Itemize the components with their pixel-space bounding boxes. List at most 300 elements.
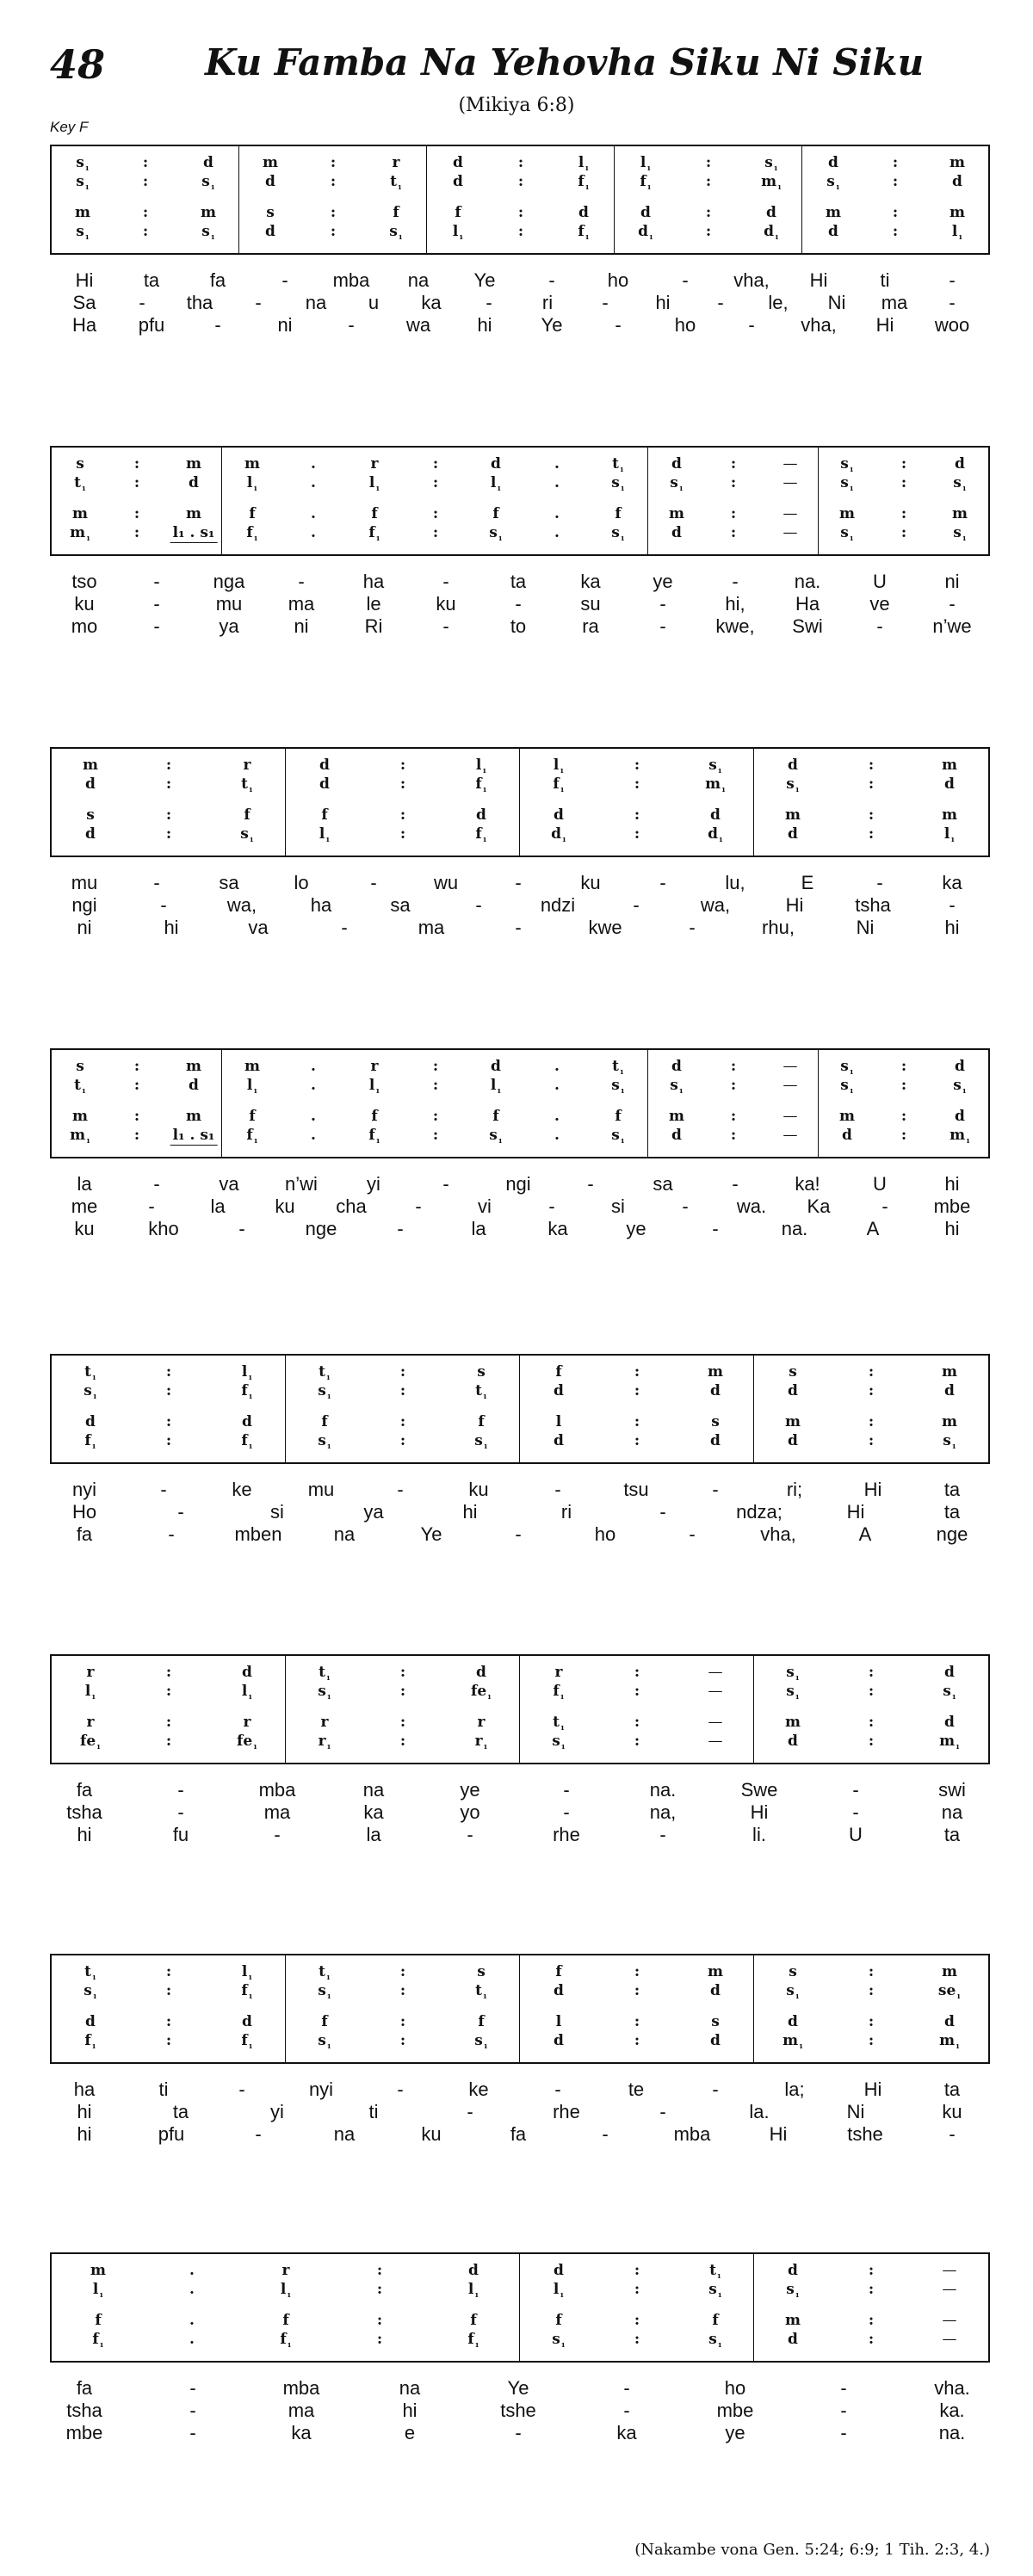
half-beat-separator: . <box>554 474 560 491</box>
solfa-note: $s_{_1}$ <box>943 1683 956 1702</box>
octave-mark: ₁ <box>646 162 652 173</box>
octave-mark: ₁ <box>248 2040 253 2051</box>
lyric-syllable: ma <box>263 1801 291 1823</box>
beat-separator: : <box>634 1413 640 1430</box>
voice-row <box>286 1962 519 1981</box>
octave-mark: ₁ <box>835 181 840 192</box>
voice-row <box>754 1412 988 1431</box>
beat-separator: : <box>868 775 875 793</box>
solfa-note: $fe_{_1}$ <box>471 1683 492 1702</box>
voice-row <box>427 222 614 241</box>
lyric-syllable: ndza; <box>736 1501 782 1523</box>
solfa-note: d <box>671 455 682 473</box>
hold-mark: — <box>708 1714 723 1731</box>
solfa-note: $f_{_1}$ <box>246 1127 258 1146</box>
lyric-syllable: la <box>366 1824 381 1845</box>
beat-separator: : <box>634 1963 640 1980</box>
solfa-note: d <box>944 775 955 793</box>
lyric-syllable: mbe <box>65 2422 103 2443</box>
beat-separator: : <box>330 223 337 240</box>
lyric-hyphen: - <box>177 1779 184 1801</box>
voice-row <box>52 1076 221 1095</box>
hold-mark: — <box>942 2312 957 2329</box>
lyric-syllable: U <box>849 1824 863 1845</box>
octave-mark: ₁ <box>958 231 963 242</box>
solfa-note: $l_{_1}$ <box>951 223 963 242</box>
solfa-note: $f_{_1}$ <box>553 1683 565 1702</box>
lyric-line <box>50 893 987 917</box>
voice-row <box>222 454 647 473</box>
lyric-syllable: Hi <box>750 1801 769 1823</box>
octave-mark: ₁ <box>482 783 487 794</box>
solfa-note: s <box>789 1363 797 1381</box>
lyric-hyphen: - <box>467 1824 473 1845</box>
measure <box>754 1955 988 2062</box>
solfa-note: m <box>186 1108 201 1125</box>
lyric-syllable: mba <box>258 1779 296 1801</box>
lyric-syllable: ta <box>143 269 160 291</box>
voice-row <box>239 203 426 222</box>
octave-mark: ₁ <box>326 2040 331 2051</box>
solfa-note: $s_{_1}$ <box>786 1664 800 1683</box>
solfa-note: d <box>671 524 682 541</box>
lyric-syllable: ma <box>288 593 315 615</box>
beat-separator: : <box>730 1058 737 1075</box>
lyric-syllable: n’we <box>932 615 972 637</box>
lyric-hyphen: - <box>840 2377 847 2399</box>
lyric-syllable: vha, <box>733 269 770 291</box>
octave-mark: ₁ <box>560 783 565 794</box>
lyric-hyphen: - <box>160 894 167 916</box>
lyric-hyphen: - <box>515 2422 522 2443</box>
beat-separator: : <box>517 204 524 221</box>
octave-mark: ₁ <box>326 1671 331 1683</box>
octave-mark: ₁ <box>717 2338 722 2350</box>
solfa-note: $l_{_1}$ <box>319 825 331 844</box>
lyric-syllable: na <box>333 2123 356 2145</box>
beat-separator: : <box>730 524 737 541</box>
lyric-syllable: rhe <box>553 1824 580 1845</box>
octave-mark: ₁ <box>253 1134 258 1146</box>
beat-separator: : <box>868 1714 875 1731</box>
solfa-note: $l_{_1}$ <box>553 757 565 775</box>
voice-row <box>648 473 818 492</box>
lyric-hyphen: - <box>177 1501 184 1523</box>
beat-separator: : <box>399 1413 406 1430</box>
octave-mark: ₁ <box>253 532 258 543</box>
solfa-note: m <box>785 2312 801 2329</box>
solfa-note: $s_{_1}$ <box>240 825 254 844</box>
beat-separator: : <box>399 1683 406 1700</box>
lyric-hyphen: - <box>255 292 262 313</box>
lyric-syllable: nge <box>305 1218 337 1239</box>
beat-separator: : <box>900 505 907 522</box>
lyric-syllable: u <box>368 292 380 313</box>
octave-mark: ₁ <box>210 231 215 242</box>
solfa-note: r <box>320 1714 329 1731</box>
solfa-note: $l_{_1}$ <box>368 474 380 493</box>
voice-row <box>52 1126 221 1145</box>
octave-mark: ₁ <box>84 231 90 242</box>
half-beat-separator: . <box>311 524 316 541</box>
solfa-note: $f_{_1}$ <box>92 2331 104 2350</box>
solfa-note: $t_{_1}$ <box>84 1963 96 1982</box>
lyric-syllable: hi <box>944 917 960 938</box>
lyric-syllable: na <box>399 2377 421 2399</box>
beat-separator: : <box>165 757 172 774</box>
lyric-line <box>50 313 987 337</box>
lyric-syllable: rhe <box>553 2101 580 2122</box>
solfa-note: d <box>788 757 798 774</box>
beat-separator: : <box>634 1733 640 1750</box>
octave-mark: ₁ <box>253 482 258 493</box>
beat-separator: : <box>142 173 149 190</box>
solfa-note: $m_{_1}$ <box>705 775 726 794</box>
lyric-hyphen: - <box>160 1479 167 1500</box>
voice-row <box>52 523 221 542</box>
solfa-note: d <box>554 1432 564 1449</box>
octave-mark: ₁ <box>249 783 253 794</box>
solfa-note: d <box>944 1714 955 1731</box>
solfa-note: r <box>477 1714 486 1731</box>
voice-row <box>286 1713 519 1732</box>
beat-separator: : <box>634 2262 640 2279</box>
half-beat-separator: . <box>311 474 316 491</box>
lyric-syllable: nga <box>213 571 245 592</box>
solfa-note: d <box>788 825 798 843</box>
beat-separator: : <box>133 1077 140 1094</box>
lyric-hyphen: - <box>153 1173 160 1195</box>
lyric-hyphen: - <box>281 269 288 291</box>
solfa-note: f <box>492 1108 499 1125</box>
voice-row <box>520 2031 753 2050</box>
solfa-note: d <box>788 2262 798 2279</box>
lyric-syllable: Hi <box>785 894 804 916</box>
octave-mark: ₁ <box>719 833 723 844</box>
lyric-hyphen: - <box>548 1195 555 1217</box>
beat-separator: : <box>900 474 907 491</box>
lyric-syllable: tshe <box>847 2123 883 2145</box>
lyric-syllable: ya <box>219 615 239 637</box>
lyric-line <box>50 1801 987 1824</box>
solfa-note: d <box>491 1058 501 1075</box>
octave-mark: ₁ <box>966 1134 970 1146</box>
voice-row <box>286 1381 519 1400</box>
solfa-note: f <box>371 505 378 522</box>
voice-row <box>52 1381 285 1400</box>
voice-row <box>819 504 988 523</box>
octave-mark: ₁ <box>398 231 403 242</box>
footer-references: (Nakambe vona Gen. 5:24; 6:9; 1 Tih. 2:3, 4.) <box>634 2541 990 2559</box>
voice-row <box>802 153 988 172</box>
lyric-hyphen: - <box>189 2377 196 2399</box>
lyric-syllable: Swe <box>740 1779 778 1801</box>
lyric-hyphen: - <box>548 269 555 291</box>
octave-mark: ₁ <box>287 2289 292 2300</box>
solfa-note: $t_{_1}$ <box>241 775 253 794</box>
lyric-syllable: ma <box>881 292 908 313</box>
solfa-note: $m_{_1}$ <box>939 2032 960 2051</box>
voice-row <box>615 172 801 191</box>
hold-mark: — <box>708 1664 723 1681</box>
solfa-note: $s_{_1}$ <box>840 1077 854 1096</box>
lyric-syllable: lu, <box>725 872 745 893</box>
lyric-syllable: su <box>580 593 601 615</box>
solfa-note: $m_{_1}$ <box>949 1127 970 1146</box>
solfa-note: d <box>242 1413 252 1430</box>
solfa-note: $r_{_1}$ <box>318 1733 331 1751</box>
lyric-syllable: tsha <box>66 2400 102 2421</box>
voice-row <box>754 2280 988 2299</box>
lyric-syllable: Hi <box>846 1501 865 1523</box>
half-beat-separator: . <box>311 1108 316 1125</box>
lyric-line <box>50 291 987 314</box>
voice-row <box>286 2012 519 2031</box>
beat-separator: : <box>705 223 712 240</box>
octave-mark: ₁ <box>248 1971 253 1982</box>
octave-mark: ₁ <box>210 181 215 192</box>
octave-mark: ₁ <box>248 1390 253 1401</box>
hold-mark: — <box>782 1108 798 1125</box>
octave-mark: ₁ <box>717 2289 722 2300</box>
lyric-syllable: ke <box>232 1479 252 1500</box>
solfa-note: d <box>710 806 721 824</box>
lyric-syllable: va <box>219 1173 239 1195</box>
lyric-hyphen: - <box>397 2079 404 2100</box>
lyric-syllable: ya <box>363 1501 384 1523</box>
lyric-syllable: na. <box>649 1779 677 1801</box>
measure <box>222 1050 648 1157</box>
solfa-note: $t_{_1}$ <box>319 1363 331 1382</box>
lyric-syllable: fu <box>172 1824 189 1845</box>
solfa-note: $m_{_1}$ <box>939 1733 960 1751</box>
lyric-syllable: A <box>858 1523 872 1545</box>
measure <box>222 448 648 554</box>
solfa-note: $s_{_1}$ <box>201 173 215 192</box>
lyric-syllable: mba <box>332 269 370 291</box>
solfa-note: m <box>669 505 684 522</box>
solfa-note: l <box>555 2013 562 2030</box>
voice-row <box>754 806 988 825</box>
voice-row <box>754 1981 988 2000</box>
lyric-hyphen: - <box>949 292 956 313</box>
lyric-syllable: fa <box>76 1523 93 1545</box>
voice-row <box>520 2311 753 2330</box>
beat-separator: : <box>634 806 640 824</box>
voice-row <box>754 825 988 843</box>
lyric-line <box>50 1478 987 1501</box>
solfa-note: m <box>244 1058 260 1075</box>
solfa-note: f <box>249 505 256 522</box>
lyric-syllable: na, <box>649 1801 677 1823</box>
solfa-note: $s_{_1}$ <box>474 1432 488 1451</box>
lyric-syllable: ni <box>277 314 293 336</box>
voice-row <box>615 153 801 172</box>
measure <box>615 146 802 253</box>
lyric-hyphen: - <box>949 593 956 615</box>
voice-row <box>819 454 988 473</box>
beat-separator: : <box>399 1432 406 1449</box>
measure <box>520 1656 754 1763</box>
lyric-syllable: tsu <box>623 1479 649 1500</box>
lyric-syllable: fa <box>76 2377 93 2399</box>
beat-separator: : <box>868 825 875 843</box>
beat-separator: : <box>730 505 737 522</box>
voice-row <box>222 1057 647 1076</box>
lyric-hyphen: - <box>587 1173 594 1195</box>
staff-box <box>50 2252 990 2363</box>
lyric-hyphen: - <box>153 615 160 637</box>
beat-separator: : <box>399 1664 406 1681</box>
beat-separator: : <box>330 204 337 221</box>
lyric-syllable: mu <box>215 593 243 615</box>
beat-separator: : <box>900 524 907 541</box>
hold-mark: — <box>782 1077 798 1094</box>
solfa-note: f <box>321 806 328 824</box>
solfa-note: $f_{_1}$ <box>368 1127 380 1146</box>
half-beat-separator: . <box>311 455 316 473</box>
solfa-note: d <box>766 204 776 221</box>
octave-mark: ₁ <box>91 1440 96 1451</box>
beat-separator: : <box>399 1363 406 1381</box>
voice-row <box>52 1981 285 2000</box>
beat-separator: : <box>517 173 524 190</box>
beat-separator: : <box>330 154 337 171</box>
measure <box>648 448 819 554</box>
lyric-syllable: la <box>77 1173 92 1195</box>
lyric-syllable: ho <box>594 1523 616 1545</box>
beat-separator: : <box>376 2312 383 2329</box>
octave-mark: ₁ <box>253 1084 258 1096</box>
beat-separator: : <box>399 825 406 843</box>
voice-row <box>648 1076 818 1095</box>
lyric-hyphen: - <box>682 269 689 291</box>
solfa-note: m <box>72 1108 88 1125</box>
beat-separator: : <box>634 1363 640 1381</box>
octave-mark: ₁ <box>248 1990 253 2001</box>
solfa-note: $s_{_1}$ <box>708 757 722 775</box>
octave-mark: ₁ <box>649 231 653 242</box>
lyric-syllable: si <box>611 1195 625 1217</box>
solfa-note: $l_{_1}$ <box>490 1077 502 1096</box>
measure <box>52 1050 222 1157</box>
octave-mark: ₁ <box>326 1740 331 1751</box>
solfa-note: d <box>788 2331 798 2348</box>
lyric-line <box>50 2078 987 2101</box>
lyric-syllable: Ha <box>795 593 820 615</box>
beat-separator: : <box>730 1077 737 1094</box>
lyric-line <box>50 1523 987 1546</box>
lyric-syllable: kwe <box>588 917 622 938</box>
octave-mark: ₁ <box>956 2040 960 2051</box>
hold-mark: — <box>942 2281 957 2298</box>
octave-mark: ₁ <box>560 2338 566 2350</box>
solfa-note: f <box>555 2312 562 2329</box>
beat-separator: : <box>165 2032 172 2049</box>
beat-separator: : <box>165 1432 172 1449</box>
octave-mark: ₁ <box>560 1740 566 1751</box>
beat-separator: : <box>133 455 140 473</box>
voice-row <box>52 1431 285 1450</box>
solfa-note: $s_{_1}$ <box>786 1982 800 2001</box>
lyric-syllable: hi <box>77 2123 92 2145</box>
lyric-syllable: Ye <box>507 2377 529 2399</box>
beat-separator: : <box>133 1058 140 1075</box>
voice-row <box>520 1431 753 1450</box>
beat-separator: : <box>517 223 524 240</box>
octave-mark: ₁ <box>956 1990 962 2001</box>
lyric-syllable: yo <box>460 1801 480 1823</box>
octave-mark: ₁ <box>326 1390 331 1401</box>
beat-separator: : <box>399 1382 406 1399</box>
beat-separator: : <box>868 2032 875 2049</box>
octave-mark: ₁ <box>487 1690 492 1702</box>
voice-row <box>754 1962 988 1981</box>
voice-row <box>754 1362 988 1381</box>
octave-mark: ₁ <box>92 1990 97 2001</box>
voice-row <box>222 1107 647 1126</box>
lyric-syllable: lo <box>294 872 309 893</box>
solfa-note: $m_{_1}$ <box>70 1127 90 1146</box>
octave-mark: ₁ <box>92 1390 97 1401</box>
beat-separator: : <box>892 223 899 240</box>
lyric-syllable: ye <box>460 1779 480 1801</box>
solfa-note: m <box>90 2262 106 2279</box>
lyric-line <box>50 1823 987 1846</box>
beat-separator: : <box>634 1982 640 1999</box>
voice-row <box>239 153 426 172</box>
octave-mark: ₁ <box>96 1740 101 1751</box>
octave-mark: ₁ <box>560 1690 565 1702</box>
solfa-note: $f_{_1}$ <box>578 223 590 242</box>
lyric-syllable: ka <box>580 571 601 592</box>
beat-separator: : <box>634 2312 640 2329</box>
solfa-note: $s_{_1}$ <box>611 524 625 543</box>
solfa-note: $t_{_1}$ <box>74 474 86 493</box>
octave-mark: ₁ <box>483 1440 488 1451</box>
solfa-note: d <box>578 204 589 221</box>
solfa-note: $l_{_1}$ <box>241 1363 253 1382</box>
voice-row <box>648 1107 818 1126</box>
staff-box <box>50 1048 990 1158</box>
solfa-note: $s_{_1}$ <box>76 223 90 242</box>
voice-row <box>648 523 818 542</box>
lyric-syllable: ka <box>291 2422 312 2443</box>
lyric-syllable: fa <box>209 269 226 291</box>
lyric-syllable: hi, <box>725 593 745 615</box>
lyric-syllable: na <box>305 292 327 313</box>
solfa-note: $l_{_1}$ <box>943 825 956 844</box>
solfa-note: f <box>393 204 399 221</box>
half-beat-separator: . <box>311 505 316 522</box>
lyric-syllable: e <box>404 2422 416 2443</box>
voice-row <box>520 2261 753 2280</box>
measure <box>286 1656 520 1763</box>
solfa-note: d <box>453 154 463 171</box>
lyric-syllable: ma <box>288 2400 315 2421</box>
solfa-note: d <box>242 2013 252 2030</box>
lyric-hyphen: - <box>515 917 522 938</box>
octave-mark: ₁ <box>717 764 722 775</box>
measure <box>754 2254 988 2361</box>
octave-mark: ₁ <box>620 1084 625 1096</box>
lyric-syllable: mba <box>673 2123 711 2145</box>
octave-mark: ₁ <box>620 482 625 493</box>
solfa-note: $s_{_1}$ <box>489 1127 503 1146</box>
solfa-note: d <box>671 1127 682 1144</box>
scripture-reference: (Mikiya 6:8) <box>458 95 575 116</box>
voice-row <box>754 2012 988 2031</box>
